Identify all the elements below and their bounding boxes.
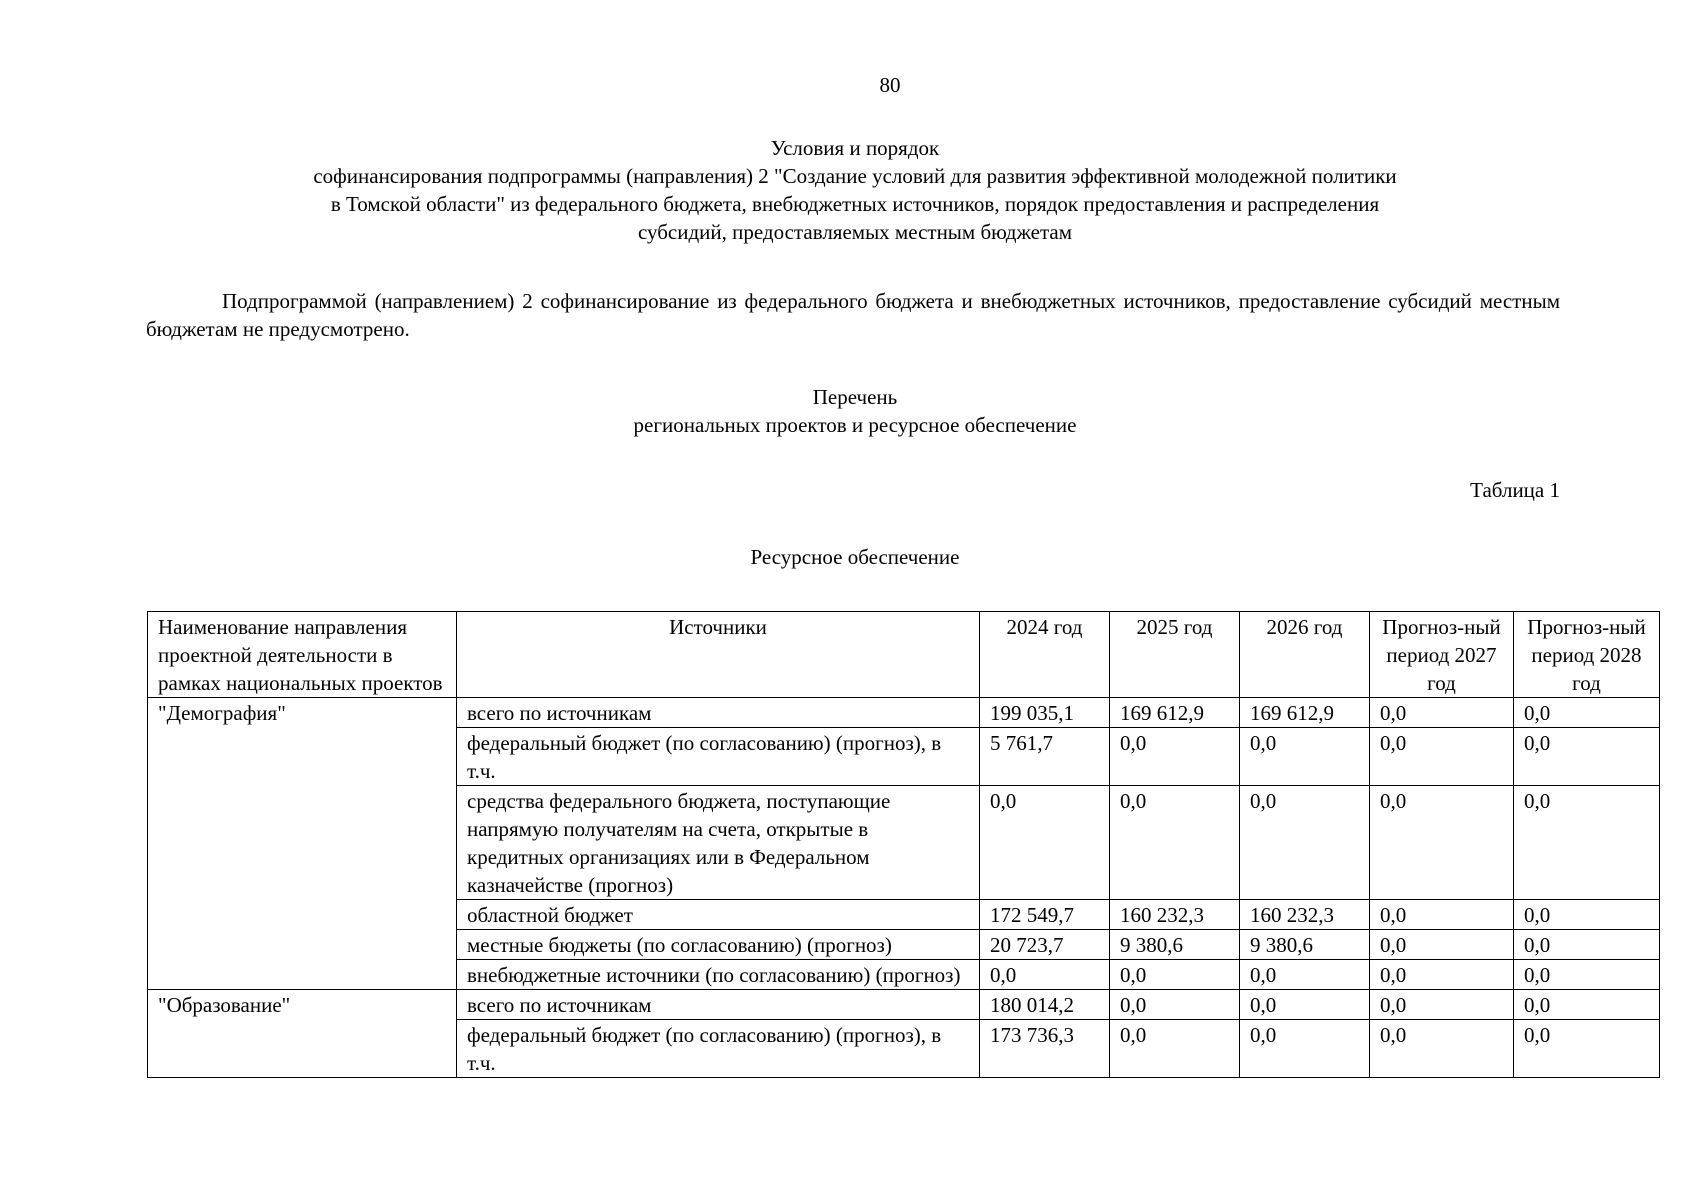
value-2027: 0,0 <box>1370 960 1514 990</box>
list-title-line-2: региональных проектов и ресурсное обеспечение <box>633 413 1077 437</box>
value-2026: 169 612,9 <box>1240 698 1370 728</box>
value-2027: 0,0 <box>1370 990 1514 1020</box>
value-2025: 160 232,3 <box>1110 900 1240 930</box>
value-2028: 0,0 <box>1514 960 1660 990</box>
source-cell: федеральный бюджет (по согласованию) (прогноз), в т.ч. <box>457 728 980 786</box>
table-header-row <box>148 612 1660 698</box>
value-2024: 199 035,1 <box>980 698 1110 728</box>
header-2027: Прогноз-ный период 2027 год <box>1370 612 1514 698</box>
header-2025: 2025 год <box>1110 612 1240 698</box>
header-2026: 2026 год <box>1240 612 1370 698</box>
source-cell: средства федерального бюджета, поступающие напрямую получателям на счета, открытые в кредитных организациях или в Федеральном казначействе (прогноз) <box>457 786 980 900</box>
value-2024: 5 761,7 <box>980 728 1110 786</box>
header-sources: Источники <box>457 612 980 698</box>
title-line-2: софинансирования подпрограммы (направления) 2 "Создание условий для развития эффективной молодежной политики <box>313 164 1397 188</box>
value-2024: 172 549,7 <box>980 900 1110 930</box>
value-2024: 173 736,3 <box>980 1020 1110 1078</box>
value-2025: 0,0 <box>1110 786 1240 900</box>
list-title <box>150 383 1560 439</box>
table-row <box>148 990 1660 1020</box>
table-label: Таблица 1 <box>1470 478 1560 502</box>
source-cell: внебюджетные источники (по согласованию) (прогноз) <box>457 960 980 990</box>
value-2025: 9 380,6 <box>1110 930 1240 960</box>
group-name-demography: "Демография" <box>148 698 457 990</box>
body-paragraph: Подпрограммой (направлением) 2 софинансирование из федерального бюджета и внебюджетных источников, предоставление субсидий местным бюджетам не предусмотрено. <box>146 289 1560 341</box>
value-2028: 0,0 <box>1514 698 1660 728</box>
value-2026: 0,0 <box>1240 960 1370 990</box>
value-2026: 0,0 <box>1240 990 1370 1020</box>
title-line-4: субсидий, предоставляемых местным бюджетам <box>637 220 1073 244</box>
group-name-education: "Образование" <box>148 990 457 1078</box>
title-line-3: в Томской области" из федерального бюджета, внебюджетных источников, порядок предоставления и распределения <box>330 192 1380 216</box>
value-2027: 0,0 <box>1370 786 1514 900</box>
value-2026: 0,0 <box>1240 786 1370 900</box>
list-title-line-1: Перечень <box>812 385 898 409</box>
value-2027: 0,0 <box>1370 698 1514 728</box>
source-cell: областной бюджет <box>457 900 980 930</box>
source-cell: всего по источникам <box>457 698 980 728</box>
value-2025: 0,0 <box>1110 990 1240 1020</box>
value-2028: 0,0 <box>1514 990 1660 1020</box>
document-title <box>150 134 1560 246</box>
value-2028: 0,0 <box>1514 786 1660 900</box>
value-2028: 0,0 <box>1514 728 1660 786</box>
title-line-1: Условия и порядок <box>770 136 940 160</box>
header-2028: Прогноз-ный период 2028 год <box>1514 612 1660 698</box>
page-number: 80 <box>879 73 901 97</box>
resources-table <box>147 611 1660 1078</box>
table-caption: Ресурсное обеспечение <box>750 545 960 569</box>
value-2026: 9 380,6 <box>1240 930 1370 960</box>
value-2025: 169 612,9 <box>1110 698 1240 728</box>
value-2027: 0,0 <box>1370 1020 1514 1078</box>
source-cell: федеральный бюджет (по согласованию) (прогноз), в т.ч. <box>457 1020 980 1078</box>
value-2026: 160 232,3 <box>1240 900 1370 930</box>
header-name: Наименование направления проектной деятельности в рамках национальных проектов <box>148 612 457 698</box>
value-2028: 0,0 <box>1514 1020 1660 1078</box>
value-2025: 0,0 <box>1110 1020 1240 1078</box>
source-cell: всего по источникам <box>457 990 980 1020</box>
value-2025: 0,0 <box>1110 960 1240 990</box>
value-2024: 180 014,2 <box>980 990 1110 1020</box>
value-2027: 0,0 <box>1370 900 1514 930</box>
value-2026: 0,0 <box>1240 728 1370 786</box>
value-2024: 20 723,7 <box>980 930 1110 960</box>
header-2024: 2024 год <box>980 612 1110 698</box>
value-2025: 0,0 <box>1110 728 1240 786</box>
value-2027: 0,0 <box>1370 930 1514 960</box>
source-cell: местные бюджеты (по согласованию) (прогноз) <box>457 930 980 960</box>
value-2028: 0,0 <box>1514 900 1660 930</box>
value-2026: 0,0 <box>1240 1020 1370 1078</box>
value-2024: 0,0 <box>980 960 1110 990</box>
table-row <box>148 698 1660 728</box>
value-2027: 0,0 <box>1370 728 1514 786</box>
value-2028: 0,0 <box>1514 930 1660 960</box>
value-2024: 0,0 <box>980 786 1110 900</box>
